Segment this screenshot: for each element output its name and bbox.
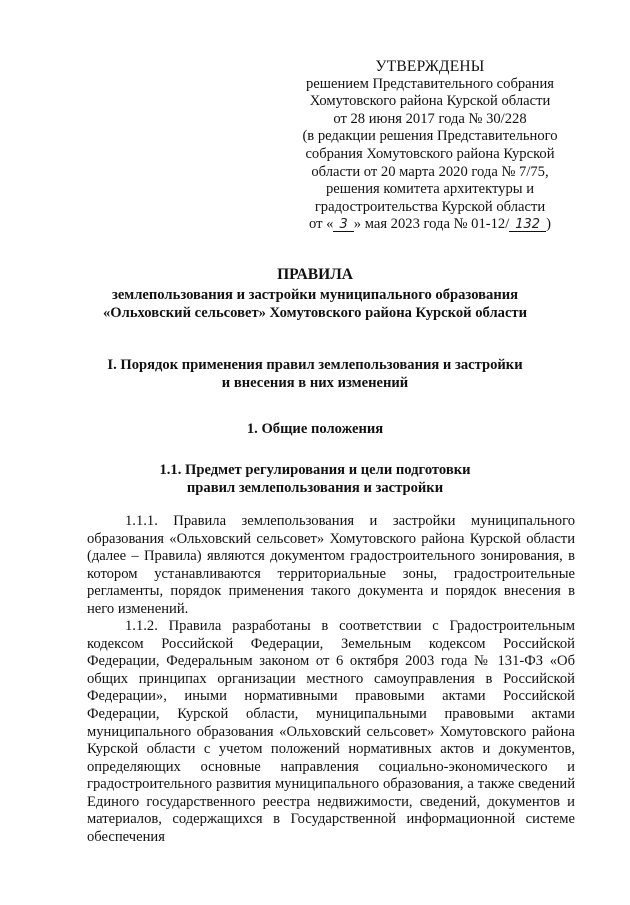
approval-line: решением Представительного собрания <box>305 75 554 92</box>
paragraph-1-1-2: 1.1.2. Правила разработаны в соответствии с Градостроительным кодексом Российской Федерации, Земельным кодексом Российской Федерации, Федеральным законом от 6 октября 2003 года № 131-ФЗ «Об общих принципах организации местного самоуправления в Российской Федерации», иными нормативными правовыми актами Российской Федерации, Курской области, муниципальными правовыми актами муниципального образования «Ольховский сельсовет» Хомутовского района Курской области с учетом положений нормативных актов и документов, определяющих основные направления социально-экономического и градостроительного развития муниципального образования, а также сведений Единого государственного реестра недвижимости, сведений, документов и материалов, содержащихся в Государственной информационной системе обеспечения <box>87 618 575 845</box>
approval-line: собрания Хомутовского района Курской <box>305 145 555 162</box>
handwritten-number: 132 <box>509 218 546 232</box>
handwritten-day: 3 <box>333 218 353 232</box>
paragraph-1-1-1: 1.1.1. Правила землепользования и застройки муниципального образования «Ольховский сельсовет» Хомутовского района Курской области (далее – Правила) являются документом градостроительного зонирования, в котором устанавливаются территориальные зоны, градостроительные регламенты, порядок применения такого документа и порядок внесения в него изменений. <box>87 513 575 617</box>
approval-line: решения комитета архитектуры и <box>325 181 535 198</box>
approval-line: от 28 июня 2017 года № 30/228 <box>333 110 527 127</box>
approval-line: области от 20 марта 2020 года № 7/75, <box>311 163 549 180</box>
document-body <box>87 513 575 846</box>
approval-last-suffix: ) <box>546 216 551 233</box>
document-subtitle <box>0 286 630 322</box>
subsection-heading <box>0 461 630 497</box>
approval-last-prefix: от « <box>309 216 334 233</box>
subsection-heading-line-2: правил землепользования и застройки <box>186 480 444 496</box>
section-heading <box>0 356 630 392</box>
subtitle-line-1: землепользования и застройки муниципального образования <box>111 287 519 303</box>
approval-heading: УТВЕРЖДЕНЫ <box>375 58 485 75</box>
approval-line: Хомутовского района Курской области <box>309 93 551 110</box>
approval-line: (в редакции решения Представительного <box>302 128 558 145</box>
chapter-heading: 1. Общие положения <box>246 421 384 437</box>
approval-last-line <box>300 216 560 234</box>
subtitle-line-2: «Ольховский сельсовет» Хомутовского района Курской области <box>103 305 527 321</box>
section-heading-line-1: I. Порядок применения правил землепользования и застройки <box>107 357 523 373</box>
document-title: ПРАВИЛА <box>277 266 353 283</box>
approval-stamp-block <box>300 58 560 234</box>
approval-last-middle: » мая 2023 года № 01-12/ <box>353 216 510 233</box>
approval-line: градостроительства Курской области <box>314 198 546 215</box>
section-heading-line-2: и внесения в них изменений <box>221 375 409 391</box>
subsection-heading-line-1: 1.1. Предмет регулирования и цели подготовки <box>159 462 471 478</box>
